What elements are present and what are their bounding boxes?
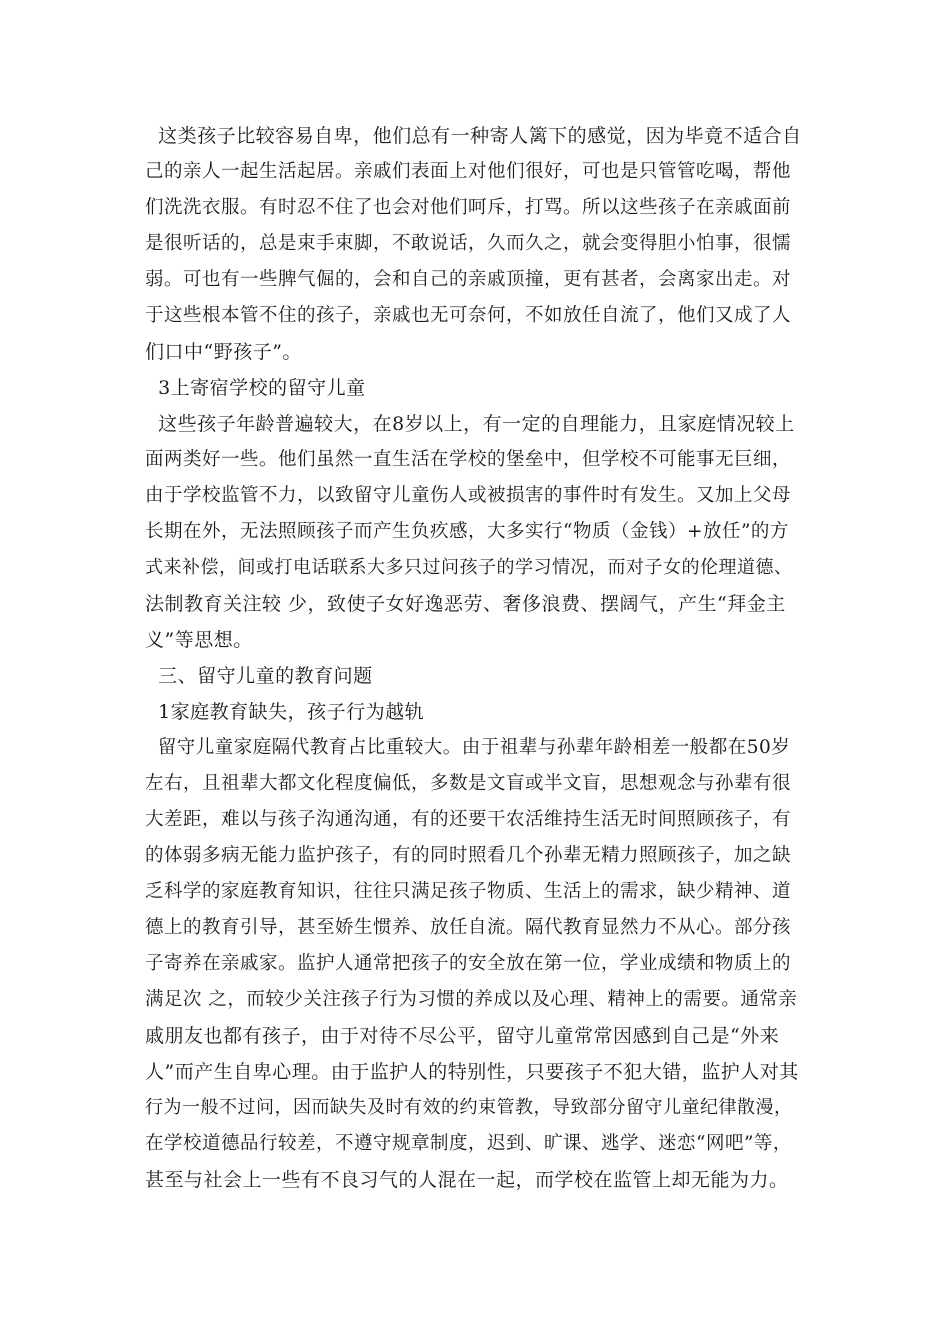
text-line: 满足次 之，而较少关注孩子行为习惯的养成以及心理、精神上的需要。通常亲 [145,989,798,1010]
text-line: 子寄养在亲戚家。监护人通常把孩子的安全放在第一位，学业成绩和物质上的 [145,953,792,974]
text-line: 弱。可也有一些脾气倔的，会和自己的亲戚顶撞，更有甚者，会离家出走。对 [145,269,792,290]
text-line: 德上的教育引导，甚至娇生惯养、放任自流。隔代教育显然力不从心。部分孩 [145,917,792,938]
text-line: 大差距，难以与孩子沟通沟通，有的还要干农活维持生活无时间照顾孩子，有 [145,809,792,830]
text-line: 行为一般不过问，因而缺失及时有效的约束管教，导致部分留守儿童纪律散漫， [145,1097,793,1118]
text-line: 的体弱多病无能力监护孩子，有的同时照看几个孙辈无精力照顾孩子，加之缺 [145,845,792,866]
text-line: 左右，且祖辈大都文化程度偏低，多数是文盲或半文盲，思想观念与孙辈有很 [145,773,792,794]
text-line: 于这些根本管不住的孩子，亲戚也无可奈何，不如放任自流了，他们又成了人 [145,305,792,326]
subsection-heading: 1家庭教育缺失，孩子行为越轨 [145,701,425,723]
text-line: 甚至与社会上一些有不良习气的人混在一起，而学校在监管上却无能为力。 [145,1169,789,1191]
text-line: 戚朋友也都有孩子，由于对待不尽公平，留守儿童常常因感到自己是“外来 [145,1025,780,1047]
text-line: 是很听话的，总是束手束脚，不敢说话，久而久之，就会变得胆小怕事，很懦 [145,233,792,254]
text-line: 们口中“野孩子”。 [145,341,302,363]
subsection-heading: 3上寄宿学校的留守儿童 [145,377,366,399]
text-line: 式来补偿，间或打电话联系大多只过问孩子的学习情况，而对子女的伦理道德、 [145,557,793,578]
text-line: 乏科学的家庭教育知识，往往只满足孩子物质、生活上的需求，缺少精神、道 [145,881,792,902]
text-line: 法制教育关注较 少，致使子女好逸恶劳、奢侈浪费、摆阔气，产生“拜金主 [145,593,786,615]
text-line: 长期在外，无法照顾孩子而产生负疚感，大多实行“物质（金钱）+放任”的方 [145,521,789,542]
text-line: 这些孩子年龄普遍较大，在8岁以上，有一定的自理能力，且家庭情况较上 [145,413,795,435]
text-line: 由于学校监管不力，以致留守儿童伤人或被损害的事件时有发生。又加上父母 [145,485,792,506]
text-line: 人”而产生自卑心理。由于监护人的特别性，只要孩子不犯大错，监护人对其 [145,1061,799,1083]
text-line: 这类孩子比较容易自卑，他们总有一种寄人篱下的感觉，因为毕竟不适合自 [145,125,802,147]
text-line: 在学校道德品行较差，不遵守规章制度，迟到、旷课、逃学、迷恋“网吧”等， [145,1133,792,1154]
text-line: 己的亲人一起生活起居。亲戚们表面上对他们很好，可也是只管管吃喝，帮他 [145,161,792,182]
text-line: 们洗洗衣服。有时忍不住了也会对他们呵斥，打骂。所以这些孩子在亲戚面前 [145,197,792,218]
section-heading: 三、留守儿童的教育问题 [145,665,373,687]
text-line: 留守儿童家庭隔代教育占比重较大。由于祖辈与孙辈年龄相差一般都在50岁 [145,737,791,758]
text-line: 面两类好一些。他们虽然一直生活在学校的堡垒中，但学校不可能事无巨细， [145,449,792,470]
text-line: 义”等思想。 [145,629,253,651]
